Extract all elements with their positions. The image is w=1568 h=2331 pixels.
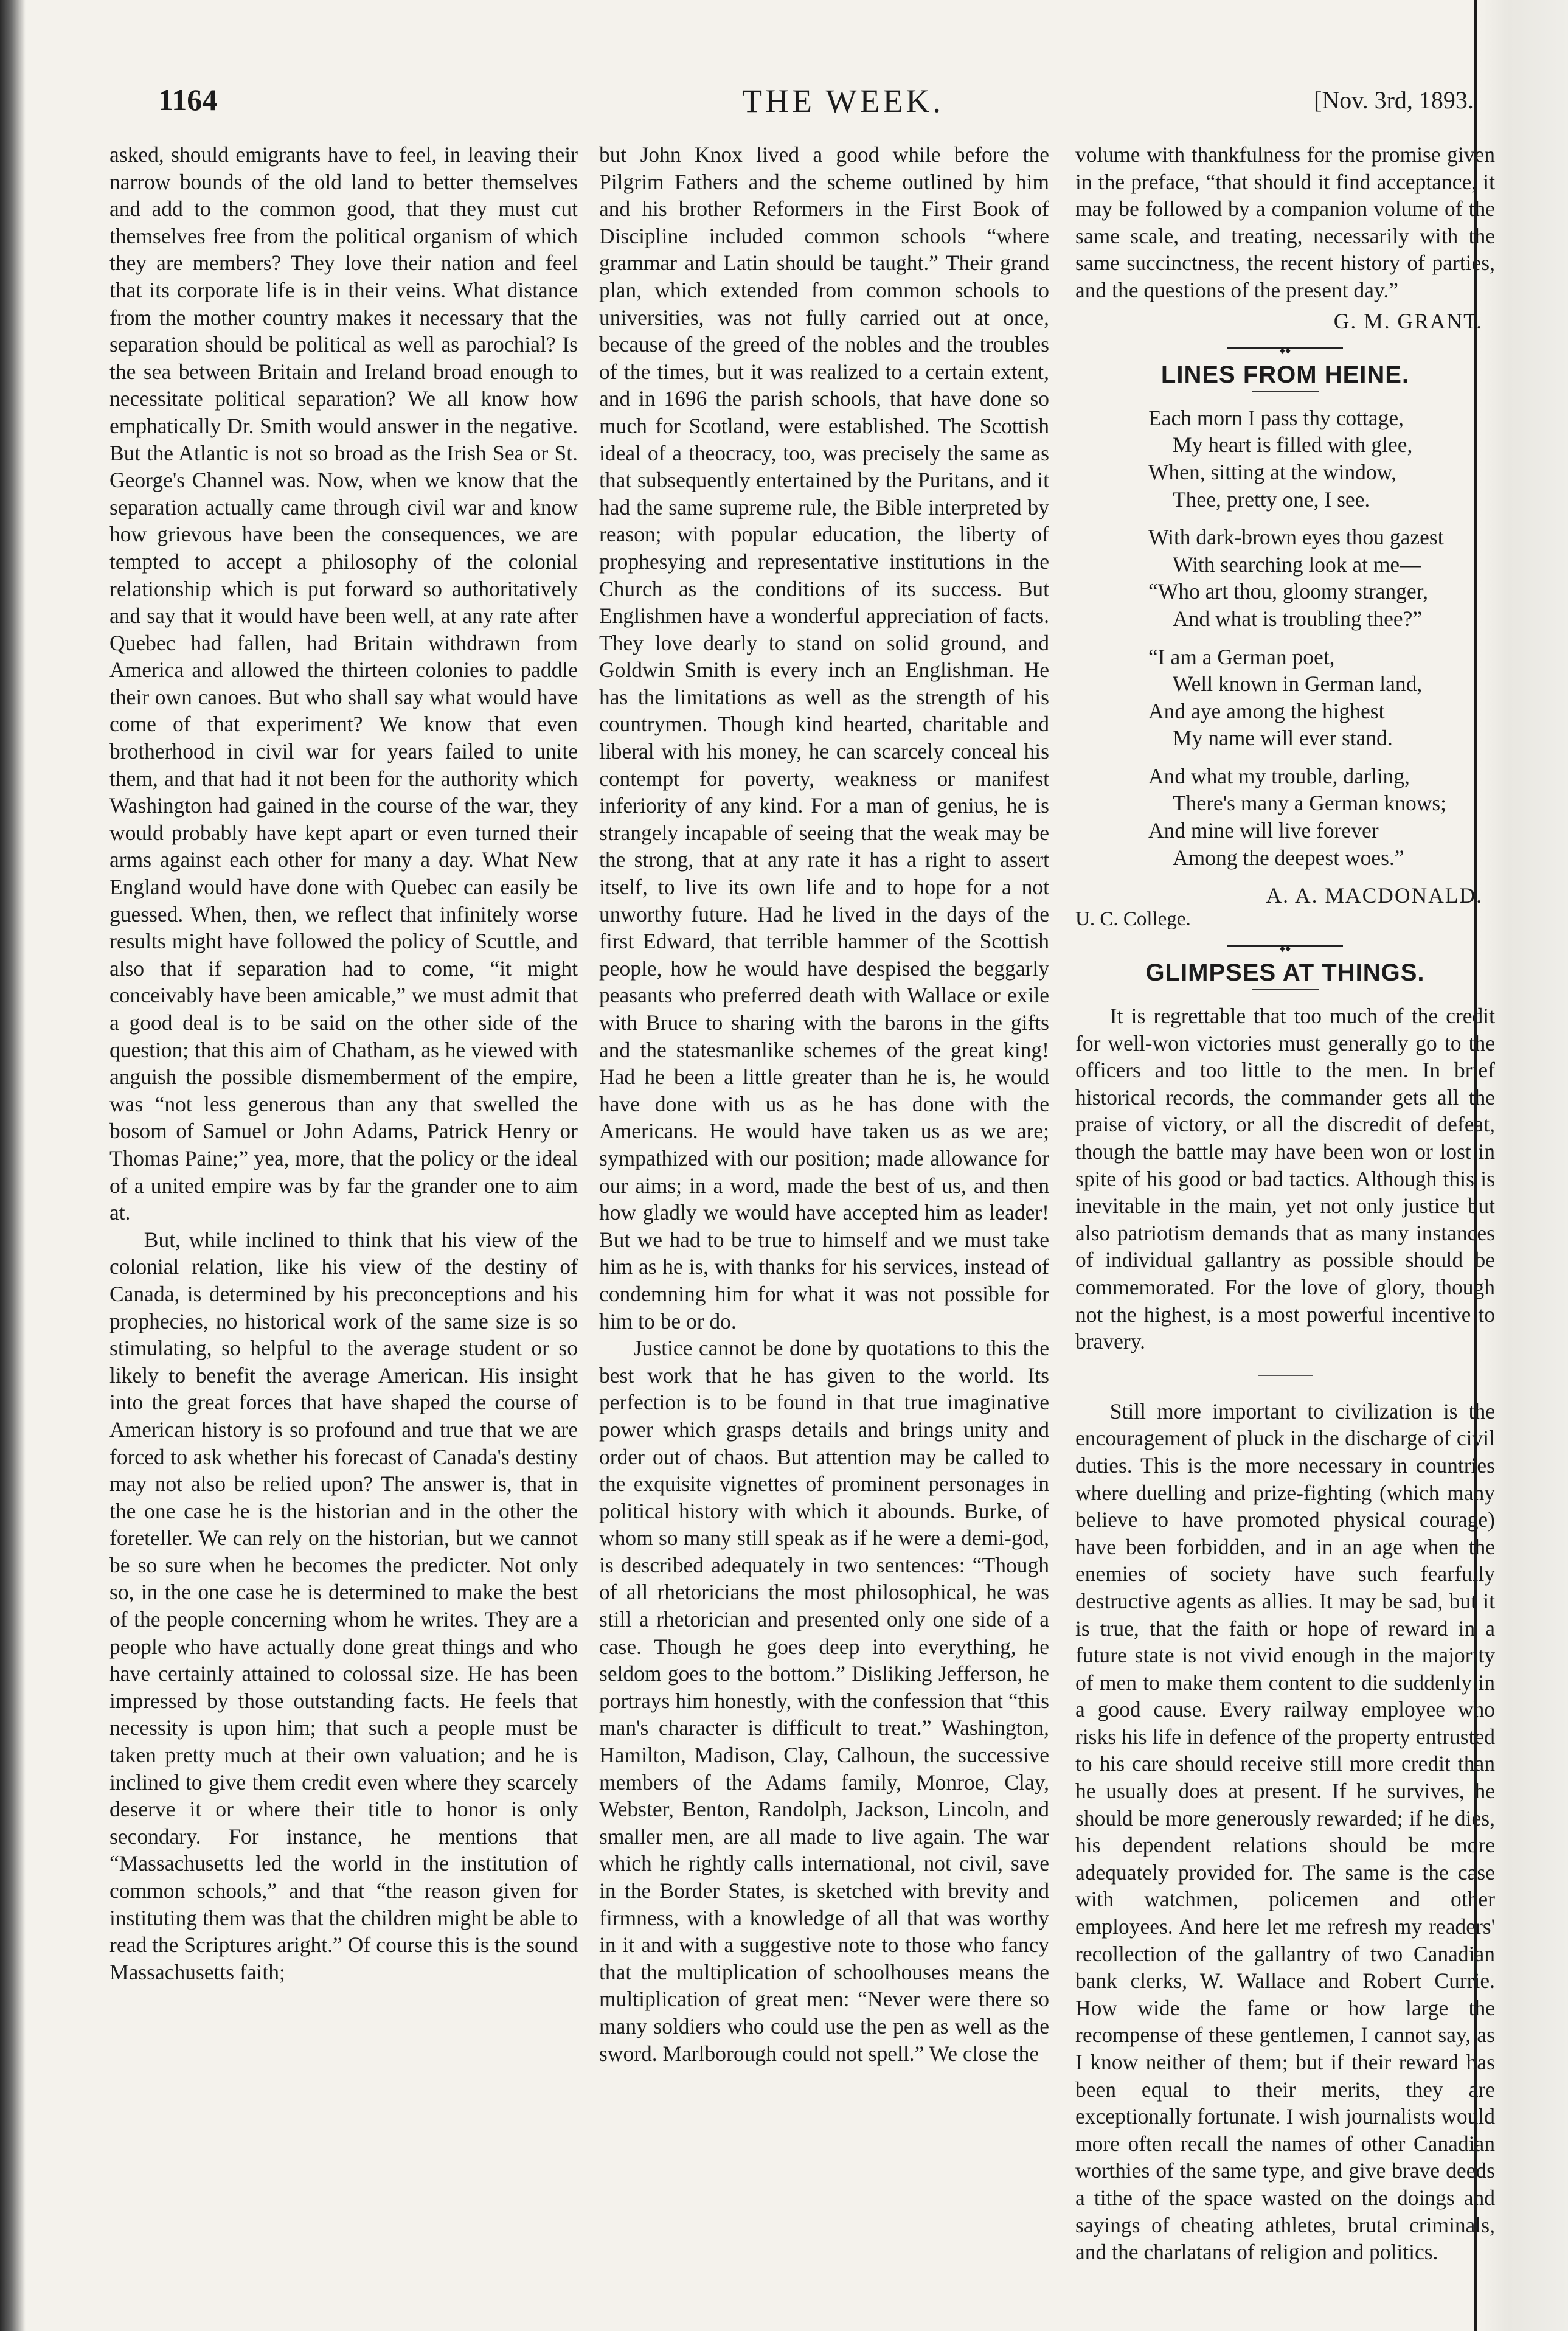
paragraph: Justice cannot be done by quotations to this the best work that he has given to the world. Its perfection is to be found in that true imaginative power which grasps details and brings unity and order out of chaos. But attention may be called to the exquisite vignettes of prominent personages in political history with which it abounds. Burke, of whom so many still speak as if he were a demi-god, is described adequately in two sentences: “Though of all rhetoricians the most philosophical, he was still a rhetorician and presented only one side of a case. Though he goes deep into everything, he seldom goes to the bottom.” Disliking Jefferson, he portrays him honestly, with the confession that “this man's character is difficult to treat.” Washington, Hamilton, Madison, Clay, Calhoun, the successive members of the Adams family, Monroe, Clay, Webster, Benton, Randolph, Jackson, Lincoln, and smaller men, are all made to live again. The war which he rightly calls international, not civil, save in the Border States, is sketched with brevity and firmness, with a knowledge of all that was worthy in it and with a suggestive note to those who fancy that the multiplication of schoolhouses means the multiplication of great men: “Never were there so many soldiers who could use the pen as well as the sword. Marlborough could not spell.” We close the (599, 1336, 1049, 2066)
poem-stanza (1075, 405, 1495, 513)
poem-line: And aye among the highest (1148, 698, 1385, 723)
poem-author: A. A. MACDONALD. (1266, 883, 1483, 908)
poem-line: And what is troubling thee?” (1173, 606, 1423, 631)
ornamental-rule (1075, 939, 1495, 953)
poem-title: LINES FROM HEINE. (1160, 361, 1410, 389)
page-number: 1164 (158, 83, 218, 117)
poem-line: Thee, pretty one, I see. (1173, 487, 1370, 512)
binding-shadow-left (0, 0, 26, 2331)
column-2 (599, 141, 1049, 2067)
poem-line: When, sitting at the window, (1148, 459, 1396, 484)
review-signature: G. M. GRANT. (1333, 308, 1483, 333)
poem-line: And mine will live forever (1148, 818, 1379, 843)
poem-stanza (1075, 644, 1495, 752)
poem-stanza (1075, 763, 1495, 871)
poem-line: With dark-brown eyes thou gazest (1148, 525, 1444, 550)
title-underline (1252, 391, 1319, 392)
issue-date: [Nov. 3rd, 1893. (1314, 86, 1474, 114)
poem-line: Each morn I pass thy cottage, (1148, 405, 1404, 430)
poem-line: Well known in German land, (1173, 672, 1423, 697)
poem-line: “Who art thou, gloomy stranger, (1148, 579, 1428, 604)
poem-line: And what my trouble, darling, (1148, 763, 1410, 788)
poem-line: Among the deepest woes.” (1173, 845, 1404, 870)
paragraph: But, while inclined to think that his view of the colonial relation, like his view of the destiny of Canada, is determined by his preconceptions and his prophecies, no historical work of the same size is so stimulating, so helpful to the average student or so likely to benefit the average American. His insight into the great forces that have shaped the course of American history is so profound and true that we are forced to ask whether his forecast of Canada's destiny may not also be relied upon? The answer is, that in the one case he is the historian and in the other the foreteller. We can rely on the historian, but we cannot be so sure when he becomes the predicter. Not only so, in the one case he is determined to make the best of the people concerning whom he writes. They are a people who have actually done great things and who have certainly attained to colossal size. He has been impressed by those outstanding facts. He feels that necessity is upon him; that such a people must be taken pretty much at their own valuation; and he is inclined to give them credit even where they scarcely deserve it or where their title to honor is only secondary. For instance, he mentions that “Massachusetts led the world in the institution of common schools,” and that “the reason given for instituting them was that the children might be able to read the Scriptures aright.” Of course this is the sound Massachusetts faith; (109, 1227, 578, 1984)
author-affiliation: U. C. College. (1075, 908, 1191, 930)
poem-line: With searching look at me— (1173, 552, 1421, 577)
section-title: GLIMPSES AT THINGS. (1145, 959, 1425, 987)
section-divider (1075, 1355, 1495, 1398)
paragraph: but John Knox lived a good while before the Pilgrim Fathers and the scheme outlined by him and his brother Reformers in the First Book of Discipline included common schools “where grammar and Latin should be taught.” Their grand plan, which extended from common schools to universities, was not fully carried out at once, because of the greed of the nobles and the troubles of the times, but it was realized to a certain extent, and in 1696 the parish schools, that have done so much for Scotland, were established. The Scottish ideal of a theocracy, too, was precisely the same as that subsequently entertained by the Puritans, and it had the same supreme rule, the Bible interpreted by reason; with popular education, the liberty of prophesying and representative institutions in the Church as the conditions of its success. But Englishmen have a wonderful appreciation of facts. They love dearly to stand on solid ground, and Goldwin Smith is every inch an Englishman. He has the limitations as well as the strength of his countrymen. Though kind hearted, charitable and liberal with his money, he can scarcely conceal his contempt for poverty, weakness or manifest inferiority of any kind. For a man of genius, he is strangely incapable of seeing that the weak may be the strong, that at any rate it has a right to assert itself, to live its own life and to hope for a not unworthy future. Had he lived in the days of the first Edward, that terrible hammer of the Scottish people, how he would have despised the beggarly peasants who preferred death with Wallace or exile with Bruce to sharing with the barons in the gifts and the statesmanlike schemes of the great king! Had he been a little greater than he is, he would have done with us as he has done with the Americans. He would have taken us as we are; sympathized with our position; made allowance for our aims; in a word, made the best of us, and then how gladly we would have accepted him as leader! But we had to be true to himself and we must take him as he is, with thanks for his services, instead of condemning him for what it was not possible for him to be or do. (599, 142, 1049, 1333)
title-underline (1252, 989, 1319, 990)
column-3 (1075, 141, 1495, 2266)
poem-line: My heart is filled with glee, (1173, 433, 1413, 457)
paragraph: It is regrettable that too much of the credit for well-won victories must generally go to the officers and too little to the men. In brief historical records, the commander gets all the praise of victory, or all the discredit of defeat, though the battle may have been won or lost in spite of his good or bad tactics. Although this is inevitable in the main, yet not only justice but also patriotism demands that as many instances of individual gallantry as possible should be commemorated. For the love of glory, though not the highest, is a most powerful incentive to bravery. (1075, 1004, 1495, 1354)
review-conclusion: volume with thankfulness for the promise given in the preface, “that should it find acceptance, it may be followed by a companion volume of the same scale, and treating, necessarily with the same succinctness, the recent history of parties, and the questions of the present day.” (1075, 142, 1495, 302)
poem-stanza (1075, 524, 1495, 632)
ornamental-rule (1075, 341, 1495, 355)
paragraph: Still more important to civilization is the encouragement of pluck in the discharge of civil duties. This is the more necessary in countries where duelling and prize-fighting (which many believe to have promoted physical courage) have been forbidden, and in an age when the enemies of society have such fearfully destructive agents as allies. It may be sad, but it is true, that the faith or hope of reward in a future state is not vivid enough in the majority of men to make them content to die suddenly in a good cause. Every railway employee who risks his life in defence of the property entrusted to his care should receive still more credit than he usually does at present. If he survives, he should be more generously rewarded; if he dies, his dependent relations should be more adequately provided for. The same is the case with watchmen, policemen and other employees. And here let me refresh my readers' recollection of the gallantry of two Canadian bank clerks, W. Wallace and Robert Currie. How wide the fame or how large the recompense of these gentlemen, I cannot say, as I know neither of them; but if their reward has been equal to their merits, they are exceptionally fortunate. I wish journalists would more often recall the names of other Canadian worthies of the same type, and give brave deeds a tithe of the space wasted on the doings and sayings of cheating athletes, brutal criminals, and the charlatans of religion and politics. (1075, 1398, 1495, 2265)
poem-line: My name will ever stand. (1173, 726, 1393, 751)
column-1 (109, 141, 578, 1985)
paragraph: asked, should emigrants have to feel, in leaving their narrow bounds of the old land to better themselves and add to the common good, that they must cut themselves free from the political organism of which they are members? They love their nation and feel that its corporate life is in their veins. What distance from the mother country makes it necessary that the separation should be political as well as parochial? Is the sea between Britain and Ireland broad enough to necessitate political separation? We all know how emphatically Dr. Smith would answer in the negative. But the Atlantic is not so broad as the Irish Sea or St. George's Channel was. Now, when we know that the separation actually came through civil war and know how grievous have been the consequences, we are tempted to accept a philosophy of the colonial relationship which is put forward so authoritatively and say that it would have been well, at any rate after Quebec had fallen, had Britain withdrawn from America and allowed the thirteen colonies to paddle their own canoes. But who shall say what would have come of that experiment? We know that even brotherhood in civil war for years failed to unite them, and that had it not been for the authority which Washington had gained in the course of the war, they would probably have kept apart or even turned their arms against each other for many a day. What New England would have done with Quebec can easily be guessed. When, then, we reflect that infinitely worse results might have followed the policy of Scuttle, and also that if separation had to come, “it might conceivably have been amicable,” we must admit that a good deal is to be said on the other side of the question; that this aim of Chatham, as he viewed with anguish the possible dismemberment of the empire, was “not less generous than any that swelled the bosom of Samuel or John Adams, Patrick Henry or Thomas Paine;” yea, more, that the policy or the ideal of a united empire was by far the grander one to aim at. (109, 142, 578, 1225)
poem-line: “I am a German poet, (1148, 644, 1335, 669)
poem-line: There's many a German knows; (1173, 791, 1447, 816)
page-header (158, 82, 1496, 125)
publication-title: THE WEEK. (742, 83, 944, 119)
